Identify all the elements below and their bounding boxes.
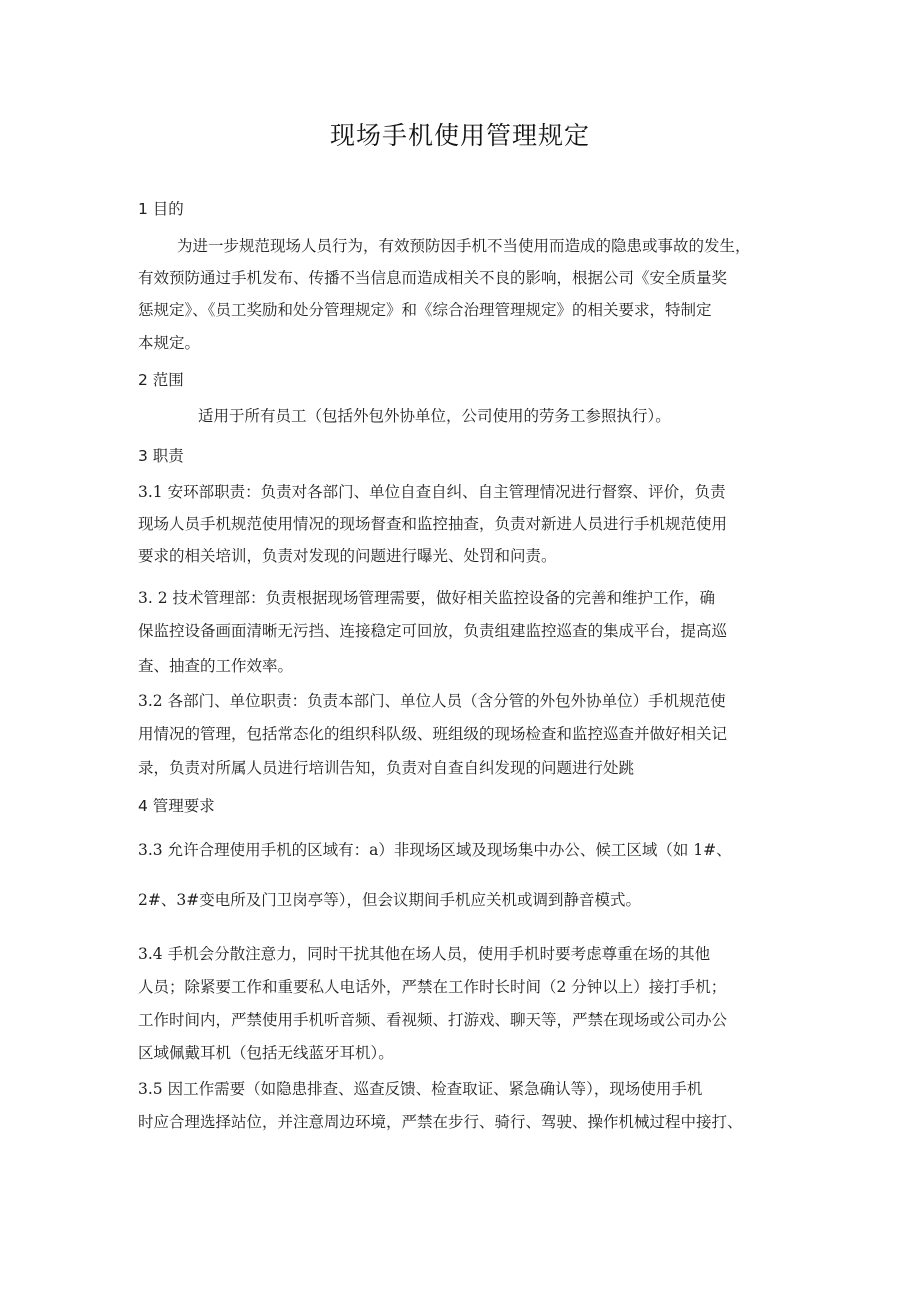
section-heading-purpose: 1 目的 — [138, 200, 184, 218]
paragraph-line: 录，负责对所属人员进行培训告知，负责对自查自纠发现的问题进行处跳 — [138, 759, 635, 777]
paragraph-line: 为进一步规范现场人员行为，有效预防因手机不当使用而造成的隐患或事故的发生， — [177, 237, 751, 255]
paragraph-line: 3.1 安环部职责：负责对各部门、单位自查自纠、自主管理情况进行督察、评价，负责 — [138, 483, 726, 501]
paragraph-line: 惩规定》、《员工奖励和处分管理规定》和《综合治理管理规定》的相关要求，特制定 — [138, 301, 712, 319]
paragraph-line: 保监控设备画面清晰无污挡、连接稳定可回放，负责组建监控巡查的集成平台，提高巡 — [138, 622, 728, 640]
paragraph-line: 3. 2 技术管理部：负责根据现场管理需要，做好相关监控设备的完善和维护工作，确 — [138, 589, 716, 607]
document-title: 现场手机使用管理规定 — [329, 121, 590, 150]
section-heading-scope: 2 范围 — [138, 371, 184, 389]
paragraph-line: 3.5 因工作需要（如隐患排查、巡查反馈、检查取证、紧急确认等），现场使用手机 — [138, 1080, 703, 1098]
paragraph-line: 3.2 各部门、单位职责：负责本部门、单位人员（含分管的外包外协单位）手机规范使 — [138, 692, 726, 710]
paragraph-line: 3.4 手机会分散注意力，同时干扰其他在场人员，使用手机时要考虑尊重在场的其他 — [138, 945, 711, 963]
paragraph-line: 用情况的管理，包括常态化的组织科队级、班组级的现场检查和监控巡查并做好相关记 — [138, 725, 728, 743]
paragraph-line: 3.3 允许合理使用手机的区域有：a）非现场区域及现场集中办公、候工区域（如 1#、 — [138, 841, 732, 859]
paragraph-line: 现场人员手机规范使用情况的现场督查和监控抽查，负责对新进人员进行手机规范使用 — [138, 515, 728, 533]
paragraph-line: 要求的相关培训，负责对发现的问题进行曝光、处罚和问责。 — [138, 547, 557, 565]
section-heading-requirements: 4 管理要求 — [138, 797, 215, 815]
paragraph-line: 时应合理选择站位，并注意周边环境，严禁在步行、骑行、驾驶、操作机械过程中接打、 — [138, 1113, 743, 1131]
paragraph-line: 人员；除紧要工作和重要私人电话外，严禁在工作时长时间（2 分钟以上）接打手机； — [138, 978, 727, 996]
paragraph-line: 本规定。 — [138, 334, 201, 352]
paragraph-line: 区域佩戴耳机（包括无线蓝牙耳机）。 — [138, 1044, 394, 1062]
paragraph-line: 有效预防通过手机发布、传播不当信息而造成相关不良的影响，根据公司《安全质量奖 — [138, 269, 728, 287]
paragraph-line: 工作时间内，严禁使用手机听音频、看视频、打游戏、聊天等，严禁在现场或公司办公 — [138, 1011, 728, 1029]
paragraph-line: 2#、3#变电所及门卫岗亭等），但会议期间手机应关机或调到静音模式。 — [138, 891, 641, 909]
paragraph-line: 查、抽查的工作效率。 — [138, 657, 294, 675]
section-heading-duties: 3 职责 — [138, 447, 184, 465]
paragraph-line: 适用于所有员工（包括外包外协单位，公司使用的劳务工参照执行）。 — [198, 407, 671, 425]
